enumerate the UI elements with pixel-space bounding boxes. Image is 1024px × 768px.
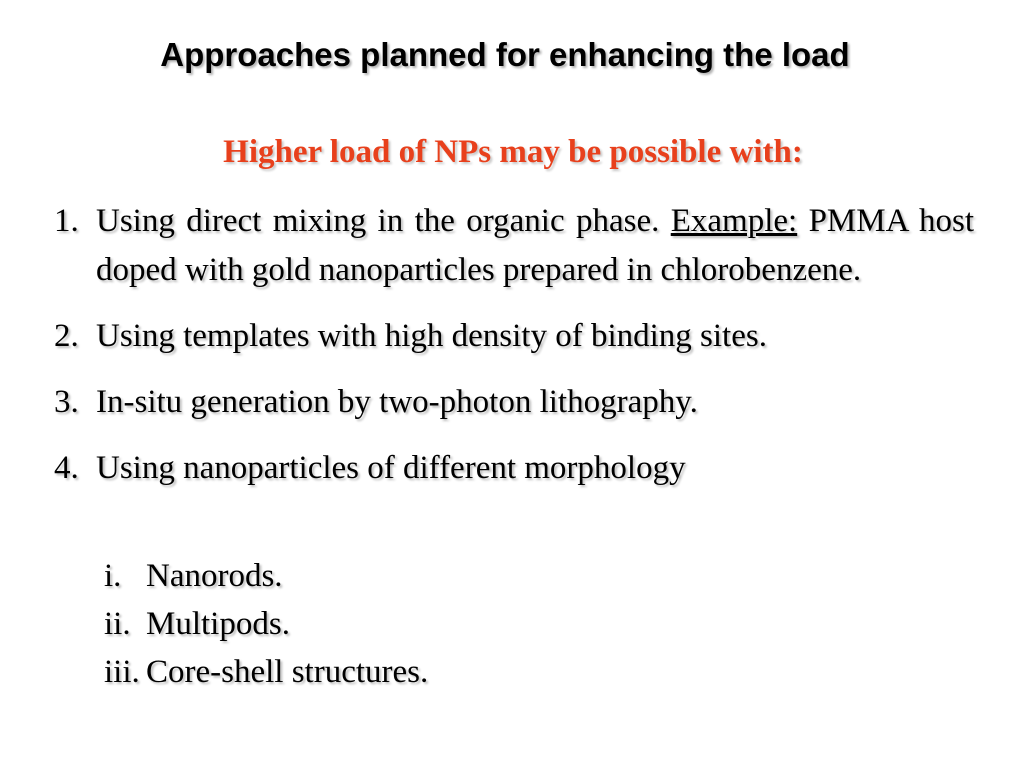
list-item — [54, 197, 974, 295]
list-item-text: Using nanoparticles of different morphology — [96, 450, 686, 486]
sub-list-item-number: ii. — [104, 606, 131, 642]
list-item-number: 1. — [54, 203, 79, 239]
list-item-text-after: PMMA host doped with gold nanoparticles prepared in chlorobenzene. — [96, 203, 974, 288]
sub-list-item — [104, 600, 428, 648]
sub-list-item — [104, 552, 428, 600]
slide-title: Approaches planned for enhancing the load — [160, 36, 850, 73]
sub-list-item-number: i. — [104, 558, 122, 594]
list-item — [54, 444, 974, 493]
list-item — [54, 312, 974, 361]
list-item-number: 4. — [54, 450, 79, 486]
sub-list-item — [104, 648, 428, 696]
sub-list-item-text: Multipods. — [146, 606, 290, 642]
sub-list-item-number: iii. — [104, 654, 140, 690]
list-item-text: Using templates with high density of binding sites. — [96, 318, 767, 354]
sub-list-item-text: Core-shell structures. — [146, 654, 429, 690]
list-item — [54, 378, 974, 427]
list-item-text-before: Using direct mixing in the organic phase. — [96, 203, 671, 239]
list-item-number: 2. — [54, 318, 79, 354]
sub-list — [104, 552, 428, 696]
list-item-text — [96, 197, 974, 295]
list-item-number: 3. — [54, 384, 79, 420]
sub-list-item-text: Nanorods. — [146, 558, 283, 594]
example-label: Example: — [670, 203, 798, 239]
list-item-text: In-situ generation by two-photon lithography. — [96, 384, 698, 420]
numbered-list — [54, 197, 974, 510]
slide-subtitle: Higher load of NPs may be possible with: — [223, 134, 803, 170]
